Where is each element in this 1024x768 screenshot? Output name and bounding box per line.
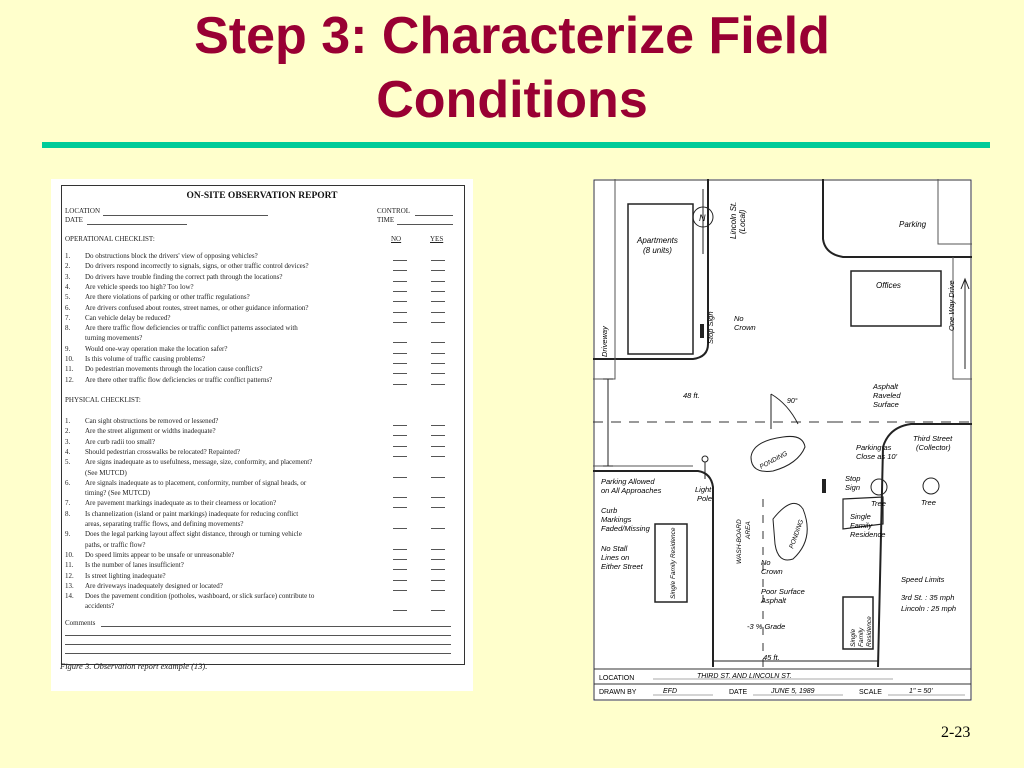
physical-item-text: Is channelization (island or paint markings) inadequate for reducing conflict: [85, 509, 299, 518]
operational-item-text: Are drivers confused about routes, street names, or other guidance information?: [85, 303, 309, 312]
ponding-label-1: PONDING: [758, 450, 789, 471]
operational-item-number: 7.: [65, 313, 71, 322]
comments-line-1: [101, 626, 451, 627]
physical-item-number: 11.: [65, 561, 74, 570]
single-label-southeast: Single: [850, 628, 857, 647]
operational-item-text: Do drivers respond incorrectly to signals, signs, or other traffic control devices?: [85, 262, 309, 271]
physical-item-yes-checkbox[interactable]: [431, 435, 445, 436]
date-line: [87, 224, 187, 225]
operational-item-number: 10.: [65, 355, 74, 363]
operational-item-no-checkbox[interactable]: [393, 384, 407, 385]
tree-label-2: Tree: [921, 498, 936, 507]
physical-item-yes-checkbox[interactable]: [431, 477, 445, 478]
speed-limits-label: Speed Limits: [901, 575, 945, 584]
no-crown-south-crown: Crown: [761, 567, 783, 576]
third-street-label: Third Street: [913, 434, 953, 443]
physical-item-no-checkbox[interactable]: [393, 446, 407, 447]
operational-item-no-checkbox[interactable]: [393, 312, 407, 313]
date-label: DATE: [65, 216, 83, 224]
road-edge-nw: [593, 179, 708, 359]
one-way-drive-label: One Way Drive: [947, 280, 956, 331]
collector-label: (Collector): [916, 443, 951, 452]
physical-item-no-checkbox[interactable]: [393, 528, 407, 529]
physical-item-number: 3.: [65, 437, 71, 446]
physical-item-number: 6.: [65, 478, 71, 487]
sketch-date-value: JUNE 5, 1989: [771, 688, 815, 695]
time-line: [397, 224, 453, 225]
operational-item-text: Is this volume of traffic causing problems?: [85, 355, 206, 363]
physical-item-text: Are curb radii too small?: [85, 437, 155, 446]
operational-item-yes-checkbox[interactable]: [431, 270, 445, 271]
time-label: TIME: [377, 216, 395, 224]
physical-item-text: Is the number of lanes insufficient?: [85, 561, 184, 570]
no-crown-north-crown: Crown: [734, 323, 756, 332]
comments-line-2: [65, 635, 451, 636]
operational-item-no-checkbox[interactable]: [393, 291, 407, 292]
operational-item-no-checkbox[interactable]: [393, 270, 407, 271]
poor-surface-label: Poor Surface: [761, 587, 805, 596]
operational-item-number: 2.: [65, 262, 71, 271]
operational-item-text: Are vehicle speeds too high? Too low?: [85, 282, 194, 291]
either-street-label: Either Street: [601, 562, 643, 571]
physical-item-text: Are pavement markings inadequate as to their clearness or location?: [85, 499, 277, 508]
operational-item-text: Are there violations of parking or other traffic regulations?: [85, 293, 250, 302]
operational-item-yes-checkbox[interactable]: [431, 363, 445, 364]
operational-item-yes-checkbox[interactable]: [431, 384, 445, 385]
dimension-45-label: 45 ft.: [763, 653, 780, 662]
stop-sign-marker-south: [822, 479, 826, 493]
physical-item-text: Do speed limits appear to be unsafe or unreasonable?: [85, 550, 235, 559]
location-line: [103, 215, 268, 216]
operational-item-yes-checkbox[interactable]: [431, 342, 445, 343]
operational-item-no-checkbox[interactable]: [393, 260, 407, 261]
tree-1: [871, 479, 887, 495]
local-label: (Local): [738, 209, 747, 234]
operational-item-yes-checkbox[interactable]: [431, 281, 445, 282]
physical-item-no-checkbox[interactable]: [393, 497, 407, 498]
physical-item-no-checkbox[interactable]: [393, 569, 407, 570]
physical-item-text: (See MUTCD): [85, 468, 127, 477]
operational-item-yes-checkbox[interactable]: [431, 322, 445, 323]
single-label-east: Single: [850, 512, 871, 521]
operational-item-no-checkbox[interactable]: [393, 322, 407, 323]
physical-item-yes-checkbox[interactable]: [431, 580, 445, 581]
operational-item-text: Are there traffic flow deficiencies or traffic conflict patterns associated with: [85, 324, 298, 333]
units-label: (8 units): [643, 246, 672, 255]
physical-item-text: Is street lighting inadequate?: [85, 571, 166, 580]
physical-item-number: 13.: [65, 581, 74, 590]
physical-item-yes-checkbox[interactable]: [431, 549, 445, 550]
physical-item-number: 4.: [65, 447, 71, 456]
operational-item-no-checkbox[interactable]: [393, 373, 407, 374]
slide-title: [0, 4, 1024, 132]
physical-item-yes-checkbox[interactable]: [431, 610, 445, 611]
ponding-area-2: [773, 503, 807, 560]
pole-label: Pole: [697, 494, 713, 503]
light-label: Light: [695, 485, 712, 494]
north-label: N: [699, 213, 706, 223]
family-label-east: Family: [850, 521, 873, 530]
offices-label: Offices: [876, 281, 901, 290]
physical-item-no-checkbox[interactable]: [393, 456, 407, 457]
operational-item-yes-checkbox[interactable]: [431, 353, 445, 354]
location-label: LOCATION: [65, 207, 100, 215]
sketch-drawn-by-label: DRAWN BY: [599, 689, 637, 696]
physical-item-text: Can sight obstructions be removed or lessened?: [85, 417, 219, 425]
poor-asphalt-label: Asphalt: [761, 596, 787, 605]
physical-item-no-checkbox[interactable]: [393, 435, 407, 436]
on-all-approaches-label: on All Approaches: [601, 486, 662, 495]
physical-item-no-checkbox[interactable]: [393, 610, 407, 611]
physical-item-text: Should pedestrian crosswalks be relocated? Repainted?: [85, 447, 240, 456]
physical-item-no-checkbox[interactable]: [393, 580, 407, 581]
operational-item-yes-checkbox[interactable]: [431, 291, 445, 292]
operational-item-number: 1.: [65, 252, 71, 260]
comments-line-3: [65, 644, 451, 645]
physical-item-number: 8.: [65, 509, 71, 518]
operational-item-text: Do obstructions block the drivers' view of opposing vehicles?: [85, 252, 258, 260]
operational-item-text: Do pedestrian movements through the location cause conflicts?: [85, 365, 263, 374]
stop-sign-marker-north: [700, 324, 704, 338]
site-sketch-drawing: [593, 179, 972, 701]
parking-allowed-label: Parking Allowed: [601, 477, 655, 486]
dimension-48-label: 48 ft.: [683, 391, 700, 400]
physical-item-yes-checkbox[interactable]: [431, 497, 445, 498]
washboard-label: WASH-BOARD: [736, 519, 743, 564]
offices-building: [851, 271, 941, 326]
operational-item-no-checkbox[interactable]: [393, 281, 407, 282]
physical-heading: PHYSICAL CHECKLIST:: [65, 396, 141, 404]
operational-item-no-checkbox[interactable]: [393, 342, 407, 343]
physical-item-yes-checkbox[interactable]: [431, 425, 445, 426]
apartments-building: [628, 204, 693, 354]
title-line-2: Conditions: [376, 71, 648, 129]
no-crown-north-no: No: [734, 314, 744, 323]
driveway-label: Driveway: [600, 326, 609, 357]
physical-item-no-checkbox[interactable]: [393, 507, 407, 508]
light-pole-marker: [702, 456, 708, 462]
parking-label: Parking: [899, 220, 927, 229]
operational-item-yes-checkbox[interactable]: [431, 312, 445, 313]
sign-label: Sign: [845, 483, 861, 492]
curb-label: Curb: [601, 506, 618, 515]
sketch-scale-value: 1" = 50': [909, 688, 933, 695]
close-as-label: Close as 10': [856, 452, 898, 461]
markings-label: Markings: [601, 515, 632, 524]
physical-item-yes-checkbox[interactable]: [431, 559, 445, 560]
residence-west-label: Single Family Residence: [670, 527, 677, 599]
residence-label-east: Residence: [850, 530, 886, 539]
report-title: ON-SITE OBSERVATION REPORT: [186, 191, 338, 201]
operational-item-number: 11.: [65, 365, 74, 374]
physical-item-no-checkbox[interactable]: [393, 425, 407, 426]
operational-item-text: Would one-way operation make the location safer?: [85, 344, 228, 353]
apartments-label: Apartments: [637, 236, 678, 245]
physical-item-text: Are driveways inadequately designed or located?: [85, 581, 223, 590]
stop-sign-north-label: Stop Sign: [706, 311, 715, 344]
physical-item-no-checkbox[interactable]: [393, 549, 407, 550]
physical-item-number: 5.: [65, 458, 71, 467]
yes-column-header: YES: [430, 235, 444, 243]
physical-item-text: timing? (See MUTCD): [85, 489, 150, 498]
physical-item-text: accidents?: [85, 602, 115, 611]
tree-label-1: Tree: [871, 499, 886, 508]
operational-item-text: Are there other traffic flow deficiencies or traffic conflict patterns?: [85, 375, 273, 384]
operational-item-number: 9.: [65, 344, 71, 353]
physical-item-no-checkbox[interactable]: [393, 590, 407, 591]
physical-item-number: 10.: [65, 550, 74, 559]
operational-item-no-checkbox[interactable]: [393, 363, 407, 364]
operational-item-number: 5.: [65, 293, 71, 302]
physical-item-yes-checkbox[interactable]: [431, 528, 445, 529]
sketch-drawn-by-value: EFD: [663, 688, 677, 695]
operational-heading: OPERATIONAL CHECKLIST:: [65, 235, 155, 243]
physical-item-text: Are signals inadequate as to placement, conformity, number of signal heads, or: [85, 478, 307, 487]
physical-item-no-checkbox[interactable]: [393, 477, 407, 478]
control-line: [415, 215, 453, 216]
sketch-location-value: THIRD ST. AND LINCOLN ST.: [697, 673, 792, 680]
asphalt-label: Asphalt: [873, 382, 899, 391]
physical-item-number: 2.: [65, 427, 71, 436]
operational-item-number: 4.: [65, 282, 71, 291]
control-label: CONTROL: [377, 207, 411, 215]
surface-label: Surface: [873, 400, 899, 409]
operational-item-yes-checkbox[interactable]: [431, 373, 445, 374]
no-column-header: NO: [391, 235, 402, 243]
physical-item-number: 14.: [65, 592, 74, 601]
comments-line-4: [65, 653, 451, 654]
operational-item-no-checkbox[interactable]: [393, 301, 407, 302]
lincoln-st-label: Lincoln St.: [729, 201, 738, 239]
report-caption: Figure 3. Observation report example (13).: [60, 661, 208, 671]
operational-item-text: Do drivers have trouble finding the correct path through the locations?: [85, 272, 283, 281]
speed-third-st-label: 3rd St. : 35 mph: [901, 593, 955, 602]
physical-item-yes-checkbox[interactable]: [431, 456, 445, 457]
grade-label: -3 % Grade: [747, 622, 786, 631]
physical-item-text: Does the legal parking layout affect sight distance, through or turning vehicle: [85, 530, 302, 539]
title-line-1: Step 3: Characterize Field: [194, 7, 830, 65]
lines-on-label: Lines on: [601, 553, 630, 562]
stop-label: Stop: [845, 474, 861, 483]
raveled-label: Raveled: [873, 391, 901, 400]
physical-item-text: paths, or traffic flow?: [85, 540, 146, 549]
residence-label-southeast: Residence: [866, 616, 873, 647]
physical-item-number: 9.: [65, 530, 71, 539]
page-number: 2-23: [941, 724, 971, 741]
speed-lincoln-label: Lincoln : 25 mph: [901, 604, 957, 613]
physical-item-text: Are signs inadequate as to usefulness, message, size, conformity, and placement?: [85, 458, 313, 467]
faded-missing-label: Faded/Missing: [601, 524, 650, 533]
sketch-location-label: LOCATION: [599, 675, 635, 682]
no-stall-label: No Stall: [601, 544, 628, 553]
operational-item-number: 6.: [65, 303, 71, 312]
sketch-date-label: DATE: [729, 689, 748, 696]
tree-2: [923, 478, 939, 494]
operational-item-text: turning movements?: [85, 334, 143, 343]
comments-label: Comments: [65, 619, 96, 627]
curb-line-e: [938, 179, 972, 244]
physical-item-text: Does the pavement condition (potholes, washboard, or slick surface) contribute to: [85, 592, 315, 601]
no-crown-south-no: No: [761, 558, 771, 567]
sketch-scale-label: SCALE: [859, 689, 882, 696]
physical-item-number: 7.: [65, 499, 71, 508]
physical-item-yes-checkbox[interactable]: [431, 507, 445, 508]
angle-90-label: 90°: [787, 398, 798, 405]
road-edge-ne: [823, 179, 972, 257]
operational-item-yes-checkbox[interactable]: [431, 301, 445, 302]
physical-item-text: Are the street alignment or widths inadequate?: [85, 427, 216, 436]
physical-item-yes-checkbox[interactable]: [431, 569, 445, 570]
operational-item-number: 12.: [65, 375, 74, 384]
physical-item-yes-checkbox[interactable]: [431, 590, 445, 591]
physical-item-yes-checkbox[interactable]: [431, 446, 445, 447]
site-sketch: [593, 179, 972, 701]
ponding-label-2: PONDING: [788, 518, 806, 550]
operational-item-yes-checkbox[interactable]: [431, 260, 445, 261]
operational-item-no-checkbox[interactable]: [393, 353, 407, 354]
observation-report: [51, 179, 473, 691]
physical-item-text: areas, separating traffic flows, and defining movements?: [85, 520, 244, 528]
operational-item-number: 3.: [65, 272, 71, 281]
physical-item-no-checkbox[interactable]: [393, 559, 407, 560]
physical-item-number: 1.: [65, 417, 71, 425]
physical-item-number: 12.: [65, 571, 74, 580]
title-divider: [42, 142, 990, 148]
operational-item-text: Can vehicle delay be reduced?: [85, 313, 171, 322]
operational-item-number: 8.: [65, 324, 71, 333]
family-label-southeast: Family: [858, 627, 865, 647]
area-label: AREA: [745, 521, 752, 539]
parking-as-label: Parking as: [856, 443, 892, 452]
